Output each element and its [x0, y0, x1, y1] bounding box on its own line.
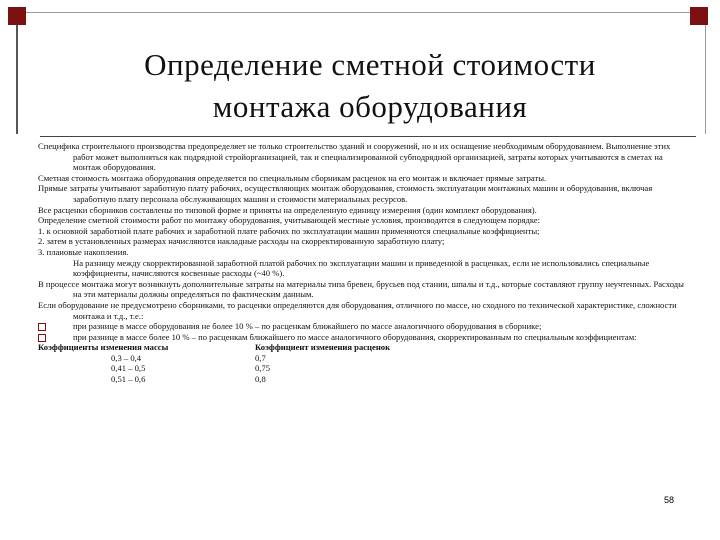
bullet-text: при разнице в массе более 10 % – по расценкам ближайшего по массе аналогичного оборудования, скорректированным по специальным коэффициентам: — [73, 331, 637, 342]
coef-cell-rate: 0,7 — [255, 352, 266, 363]
square-bullet-icon — [38, 323, 46, 331]
bullet-text: при разнице в массе оборудования не более 10 % – по расценкам ближайшего по массе аналогичного оборудования в сборнике; — [73, 321, 542, 332]
bullet-item — [38, 321, 692, 332]
frame-right-line — [705, 12, 706, 134]
list-item: 1. к основной заработной плате рабочих и заработной плате рабочих по эксплуатации машин применяются специальные коэффициенты; — [38, 225, 540, 236]
title-divider — [40, 136, 696, 137]
corner-square-right — [690, 7, 708, 25]
paragraph: Если оборудование не предусмотрено сборниками, то расценки определяются для оборудования, отличного по массе, но сходного по технической характеристике, сложности монтажа и т.д., т.е.: — [38, 299, 677, 321]
paragraph: В процессе монтажа могут возникнуть дополнительные затраты на материалы типа бревен, брусьев под стании, шпалы и т.д., которые составляют группу неучтенных. Расходы на эти материалы должны определяться по фактическим данным. — [38, 278, 684, 300]
title-line-2: монтажа оборудования — [212, 89, 528, 124]
list-item: 2. затем в установленных размерах начисляются накладные расходы на скорректированную заработную плату; — [38, 236, 445, 247]
frame-left-line — [16, 12, 18, 134]
page-number: 58 — [664, 495, 675, 505]
paragraph: Прямые затраты учитывают заработную плату рабочих, осуществляющих монтаж оборудования, стоимость эксплуатации монтажных машин и оборудования, включая заработную плату персонала обслуживающих машин и стоимости материальных ресурсов. — [38, 183, 653, 204]
bullet-item — [38, 332, 692, 343]
paragraph: Все расценки сборников составлены по типовой форме и приняты на определенную единицу измерения (один комплект оборудования). — [38, 204, 537, 215]
slide-title — [40, 44, 700, 128]
paragraph: Специфика строительного производства предопределяет не только строительство зданий и сооружений, но и их оснащение необходимым оборудованием. Выполнение этих работ может выполняться как подрядной стройорганизацией, так и специализированной субподрядной организацией, затраты которых учитываются в сметах на монтаж оборудования. — [38, 141, 671, 173]
coef-cell-rate: 0,75 — [255, 363, 271, 374]
title-line-1: Определение сметной стоимости — [144, 47, 596, 82]
indented-paragraph: На разницу между скорректированной заработной платой рабочих по эксплуатации машин и приведенной в расценках, если не использовались специальные коэффициенты, начисляются косвенные расходы (~40 %). — [73, 257, 650, 279]
paragraph: Определение сметной стоимости работ по монтажу оборудования, учитывающей местные условия, производится в следующем порядке: — [38, 215, 540, 226]
coef-cell-rate: 0,8 — [255, 374, 266, 385]
coef-header-right: Коэффициент изменения расценок — [255, 342, 391, 353]
paragraph: Сметная стоимость монтажа оборудования определяется по специальным сборникам расценок на его монтаж и включает прямые затраты. — [38, 172, 547, 183]
coef-cell-mass: 0,3 – 0,4 — [111, 352, 142, 363]
frame-top-line — [16, 12, 706, 13]
coefficient-table — [38, 342, 692, 384]
coef-cell-mass: 0,51 – 0,6 — [111, 374, 146, 385]
slide-body — [38, 141, 692, 385]
coef-cell-mass: 0,41 – 0,5 — [111, 363, 146, 374]
list-item: 3. плановые накопления. — [38, 246, 129, 257]
square-bullet-icon — [38, 334, 46, 342]
coef-header-left: Коэффициенты изменения массы — [38, 342, 169, 353]
corner-square-left — [8, 7, 26, 25]
